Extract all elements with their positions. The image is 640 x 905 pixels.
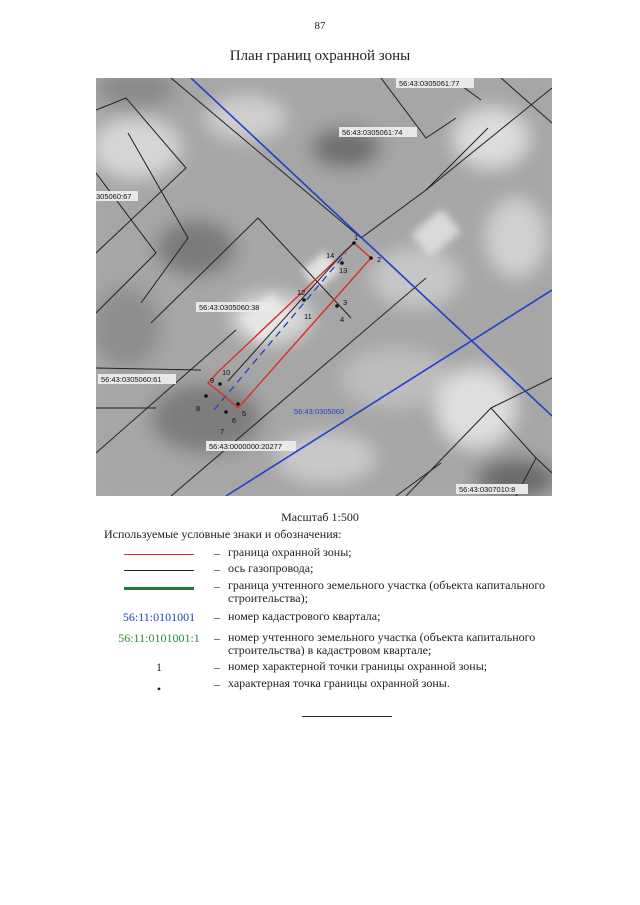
point-label: 10 [222,368,231,377]
point-label: 2 [377,255,382,264]
point-marker [204,394,208,398]
legend-symbol [104,562,214,571]
quarter-label: 56:43:0305060 [294,407,345,416]
legend-dash: – [214,579,220,593]
point-label: 6 [232,416,237,425]
point-marker [218,382,222,386]
point-marker [224,410,228,414]
point-label: 5 [242,409,247,418]
legend-text: номер учтенного земельного участка (объекта капитального строительства) в кадастровом квартале; [228,630,536,657]
map-scale: Масштаб 1:500 [281,510,359,524]
legend-dash: – [214,562,220,576]
point-label: 13 [339,266,348,275]
point-marker [369,256,373,260]
parcel-label: 305060:67 [96,192,132,201]
parcel-label: 56:43:0305060:61 [101,375,162,384]
legend-dash: – [214,677,220,691]
parcel-label: 56:43:0307010:8 [459,485,516,494]
legend-symbol: • [156,682,162,696]
point-marker [335,304,339,308]
footer-divider [302,716,392,717]
legend-dash: – [214,631,220,645]
point-label: 1 [354,233,359,242]
parcel-label: 56:43:0000000:20277 [209,442,282,451]
legend-symbol: 56:11:0101001:1 [118,631,200,645]
parcel-label: 56:43:0305061:74 [342,128,403,137]
point-marker [340,261,344,265]
point-label: 4 [340,315,345,324]
point-label: 12 [297,288,306,297]
point-label: 8 [196,404,201,413]
parcel-label: 56:43:0305060:38 [199,303,260,312]
point-marker [236,402,240,406]
legend-item-parcel-boundary [104,579,604,609]
point-label: 11 [304,312,312,321]
legend-heading: Используемые условные знаки и обозначения: [104,527,342,541]
legend-text: граница охранной зоны; [228,545,352,559]
legend-dash: – [214,660,220,674]
point-label: 14 [326,251,335,260]
legend-text: номер характерной точки границы охранной зоны; [228,659,488,673]
point-label: 9 [210,376,215,385]
map-image [96,78,552,496]
legend-symbol [104,579,214,590]
legend-dash: – [214,610,220,624]
point-marker [302,298,306,302]
legend-item-point-marker [104,677,604,707]
parcel-label: 56:43:0305061:77 [399,79,460,88]
legend-item-parcel-number [104,631,604,661]
legend-text: номер кадастрового квартала; [228,609,381,623]
point-label: 7 [220,427,225,436]
legend-dash: – [214,546,220,560]
legend-symbol [104,546,214,555]
point-label: 3 [343,298,348,307]
map-canvas [96,78,552,496]
legend-text: ось газопровода; [228,561,314,575]
page-title: План границ охранной зоны [229,48,411,64]
legend-symbol: 1 [156,660,162,674]
page-number: 87 [314,20,326,32]
legend-text: граница учтенного земельного участка (объекта капитального строительства); [228,578,546,605]
legend-symbol: 56:11:0101001 [122,610,196,624]
legend-text: характерная точка границы охранной зоны. [228,676,450,690]
